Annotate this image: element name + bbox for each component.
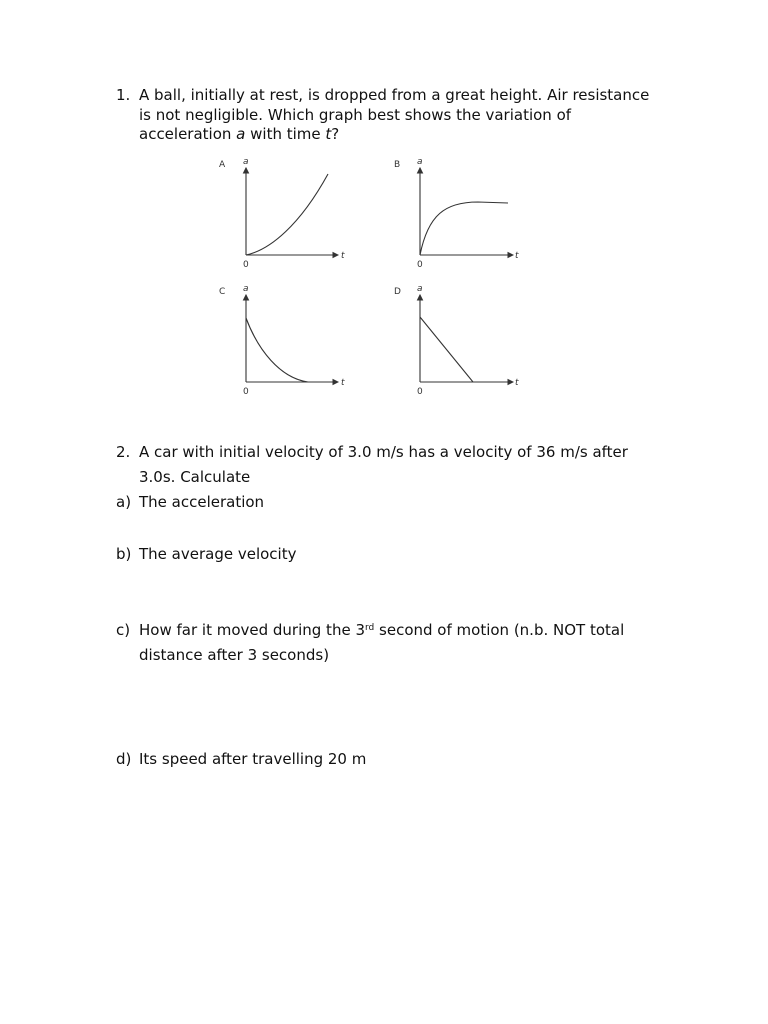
part-text: Its speed after travelling 20 m [139, 750, 367, 768]
question-number: 1. [116, 86, 131, 104]
part-text: The acceleration [139, 493, 265, 511]
ordinal-suffix: rd [365, 623, 375, 633]
graph-c [246, 295, 338, 382]
graph-c-label: C [219, 287, 226, 297]
question-text-line: A car with initial velocity of 3.0 m/s has a velocity of 36 m/s after [139, 443, 628, 461]
question-text-line: is not negligible. Which graph best shows the variation of [139, 105, 572, 124]
part-label: b) [116, 545, 132, 563]
graph-a-origin: 0 [243, 260, 249, 270]
part-label: a) [116, 493, 132, 511]
text-fragment: acceleration [139, 125, 237, 143]
graphs-figure [0, 150, 768, 410]
part-text: The average velocity [139, 545, 297, 563]
graph-a-x-label: t [341, 251, 345, 261]
graph-a-y-label: a [243, 157, 249, 167]
part-label: d) [116, 750, 132, 768]
part-label: c) [116, 621, 131, 639]
graph-a [246, 168, 338, 255]
question-number: 2. [116, 443, 131, 461]
part-text [139, 618, 679, 668]
text-fragment: How far it moved during the 3 [139, 621, 365, 639]
text-fragment: second of motion (n.b. NOT total [374, 621, 625, 639]
text-fragment: ? [331, 125, 340, 143]
graph-d-curve [420, 317, 473, 382]
question-text [139, 440, 679, 490]
graph-b-label: B [394, 160, 401, 170]
graph-a-curve [246, 174, 328, 255]
graph-a-label: A [219, 160, 226, 170]
graph-b-curve [420, 202, 508, 255]
graph-d-origin: 0 [417, 387, 423, 397]
text-fragment: with time [245, 125, 326, 143]
graph-d-x-label: t [515, 378, 519, 388]
graph-d-y-label: a [417, 284, 423, 294]
graph-b-x-label: t [515, 251, 519, 261]
part-text-line: distance after 3 seconds) [139, 646, 330, 664]
graph-b [420, 168, 513, 255]
graph-c-origin: 0 [243, 387, 249, 397]
graph-b-origin: 0 [417, 260, 423, 270]
variable-t: t [325, 125, 332, 143]
graph-c-curve [246, 318, 308, 382]
graph-c-x-label: t [341, 378, 345, 388]
graph-b-y-label: a [417, 157, 423, 167]
question-text-line: A ball, initially at rest, is dropped from a great height. Air resistance [139, 86, 650, 104]
question-text-line: 3.0s. Calculate [139, 468, 251, 486]
graph-d [420, 295, 513, 382]
part-text-line [139, 618, 679, 643]
question-text-line [139, 125, 679, 145]
question-text [139, 86, 679, 145]
graph-d-label: D [394, 287, 401, 297]
variable-a: a [236, 125, 246, 143]
graph-c-y-label: a [243, 284, 249, 294]
